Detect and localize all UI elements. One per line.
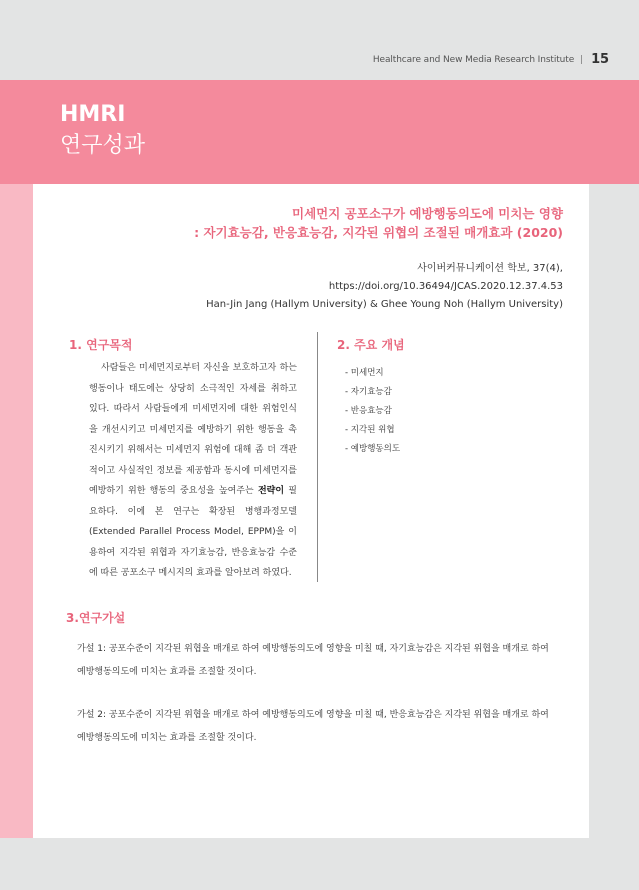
left-accent-strip — [0, 184, 33, 838]
section1-text-after: 필요하다. 이에 본 연구는 확장된 병행과정모델(Extended Parallel Process Model, EPPM)을 이용하여 지각된 위협과 자기효능감, 반응효능감 수준에 따른 공포소구 메시지의 효과를 알아보려 하였다. — [89, 486, 297, 578]
concept-item: - 지각된 위협 — [345, 425, 395, 435]
running-head — [373, 52, 609, 67]
band-title-hmri: HMRI — [60, 102, 126, 127]
paper-reference — [63, 260, 563, 314]
institute-name: Healthcare and New Media Research Institute — [372, 54, 575, 65]
concept-item: - 예방행동의도 — [345, 444, 401, 454]
section3-heading: 3.연구가설 — [66, 611, 126, 625]
concept-item: - 자기효능감 — [345, 387, 392, 397]
section1-text-bold: 전략이 — [257, 486, 285, 496]
journal-citation: 사이버커뮤니케이션 학보, 37(4), — [417, 263, 563, 274]
authors: Han-Jin Jang (Hallym University) & Ghee Young Noh (Hallym University) — [206, 299, 563, 310]
section1-heading: 1. 연구목적 — [69, 338, 133, 352]
section1-text-before: 사람들은 미세먼지로부터 자신을 보호하고자 하는 행동이나 태도에는 상당히 소극적인 자세를 취하고 있다. 따라서 사람들에게 미세먼지에 대한 위험인식을 개선시키고 미세먼지를 예방하기 위한 행동을 촉진시키기 위해서는 미세먼지 위험에 대해 좀 더 객관적이고 사실적인 정보를 제공함과 동시에 미세먼지를 예방하기 위한 행동의 중요성을 높여주는 — [89, 363, 297, 496]
paper-title-line1: 미세먼지 공포소구가 예방행동의도에 미치는 영향 — [292, 206, 563, 221]
key-concepts-list — [345, 364, 400, 459]
page-number: 15 — [591, 52, 609, 67]
column-divider — [317, 332, 318, 582]
concept-item: - 반응효능감 — [345, 406, 392, 416]
doi-link[interactable]: https://doi.org/10.36494/JCAS.2020.12.37.4.53 — [328, 281, 563, 292]
hypothesis-2: 가설 2: 공포수준이 지각된 위협을 매개로 하여 예방행동의도에 영향을 미칠 때, 반응효능감은 지각된 위협을 매개로 하여 예방행동의도에 미치는 효과를 조절할 것이다. — [77, 710, 549, 743]
concept-item: - 미세먼지 — [345, 368, 384, 378]
running-head-separator: | — [580, 54, 584, 65]
section1-body — [89, 358, 297, 584]
section2-heading: 2. 주요 개념 — [337, 338, 405, 352]
band-title-results: 연구성과 — [60, 133, 146, 158]
content-card — [33, 184, 589, 838]
hypothesis-1: 가설 1: 공포수준이 지각된 위협을 매개로 하여 예방행동의도에 영향을 미칠 때, 자기효능감은 지각된 위협을 매개로 하여 예방행동의도에 미치는 효과를 조절할 것이다. — [77, 644, 549, 677]
paper-title — [63, 204, 563, 242]
header-band — [0, 80, 639, 184]
paper-title-line2: : 자기효능감, 반응효능감, 지각된 위협의 조절된 매개효과 (2020) — [194, 225, 563, 240]
